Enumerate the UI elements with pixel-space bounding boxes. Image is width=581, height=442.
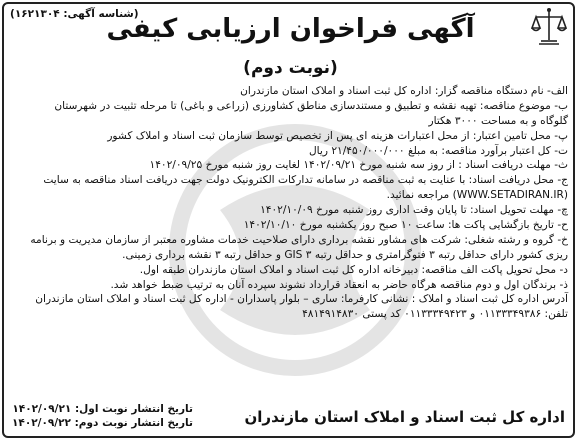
line-subject: ب- موضوع مناقصه: تهیه نقشه و تطبیق و مستندسازی مناطق کشاورزی (زراعی و باغی) تا مرحله تثبیت در شهرستان xyxy=(54,99,568,112)
line-opening-date: ح- تاریخ بازگشایی پاکت ها: ساعت ۱۰ صبح روز یکشنبه مورخ ۱۴۰۲/۱۰/۱۰ xyxy=(243,219,568,232)
ad-body xyxy=(12,84,568,322)
ad-subtitle: (نوبت دوم) xyxy=(243,58,338,78)
ad-title: آگهی فراخوان ارزیابی کیفی xyxy=(106,14,475,44)
line-organizer: الف- نام دستگاه مناقصه گزار: اداره کل ثبت اسناد و املاک استان مازندران xyxy=(240,85,568,97)
line-doc-website: (WWW.SETADIRAN.IR) مراجعه نمائید. xyxy=(386,189,568,202)
line-delivery: د- محل تحویل پاکت الف مناقصه: دبیرخانه اداره کل ثبت اسناد و املاک استان مازندران طبقه اول. xyxy=(139,263,568,276)
line-funding: پ- محل تامین اعتبار: از محل اعتبارات هزینه ای پس از تخصیص توسط سازمان ثبت اسناد و املاک کشور xyxy=(107,129,568,142)
publish-date-second: تاریخ انتشار نوبت دوم: ۱۴۰۲/۰۹/۲۲ xyxy=(12,417,193,429)
line-eligibility-cont: ریزی کشور دارای حداقل رتبه ۳ فتوگرامتری و حداقل رتبه ۳ GIS و حداقل رتبه ۳ نقشه برداری زمینی. xyxy=(122,248,568,261)
line-guarantee: ذ- برندگان اول و دوم مناقصه هرگاه حاضر به انعقاد قرارداد نشوند سپرده آنان به ترتیب ضبط خواهد شد. xyxy=(110,278,568,291)
ad-number: (شناسه آگهی: ۱۶۲۱۳۰۴) xyxy=(10,8,139,20)
line-budget: ت- کل اعتبار برآورد مناقصه: به مبلغ ۲۱/۴۵۰/۰۰۰/۰۰۰ ریال xyxy=(308,144,568,157)
publish-date-first: تاریخ انتشار نوبت اول: ۱۴۰۲/۰۹/۲۱ xyxy=(12,403,193,415)
publish-dates xyxy=(12,402,193,430)
line-doc-deadline: ث- مهلت دریافت اسناد : از روز سه شنبه مورخ ۱۴۰۲/۰۹/۲۱ لغایت روز شنبه مورخ ۱۴۰۲/۰۹/۲۵ xyxy=(149,159,568,172)
line-subject-cont: گلوگاه و به مساحت ۳۰۰۰ هکتار xyxy=(428,114,568,127)
line-doc-location: ج- محل دریافت اسناد: با عنایت به ثبت مناقصه در سامانه تدارکات الکترونیک دولت جهت دریافت اسناد مناقصه به سایت xyxy=(43,174,568,187)
org-signature: اداره کل ثبت اسناد و املاک استان مازندران xyxy=(244,408,565,426)
line-address: آدرس اداره کل ثبت اسناد و املاک : نشانی کارفرما: ساری – بلوار پاسداران - اداره کل ثبت اسناد و املاک استان مازندران xyxy=(35,293,568,306)
line-phone: تلفن: ۰۱۱۳۳۳۴۹۳۸۶ و ۰۱۱۳۳۳۴۹۴۲۳ کد پستی ۴۸۱۴۹۱۴۸۳۰ xyxy=(302,308,568,321)
line-submission-deadline: چ- مهلت تحویل اسناد: تا پایان وقت اداری روز شنبه مورخ ۱۴۰۲/۱۰/۰۹ xyxy=(260,204,568,217)
line-eligibility: خ- گروه و رشته شغلی: شرکت های مشاور نقشه برداری دارای صلاحیت خدمات مشاوره معتبر از سازمان مدیریت و برنامه xyxy=(30,233,568,246)
